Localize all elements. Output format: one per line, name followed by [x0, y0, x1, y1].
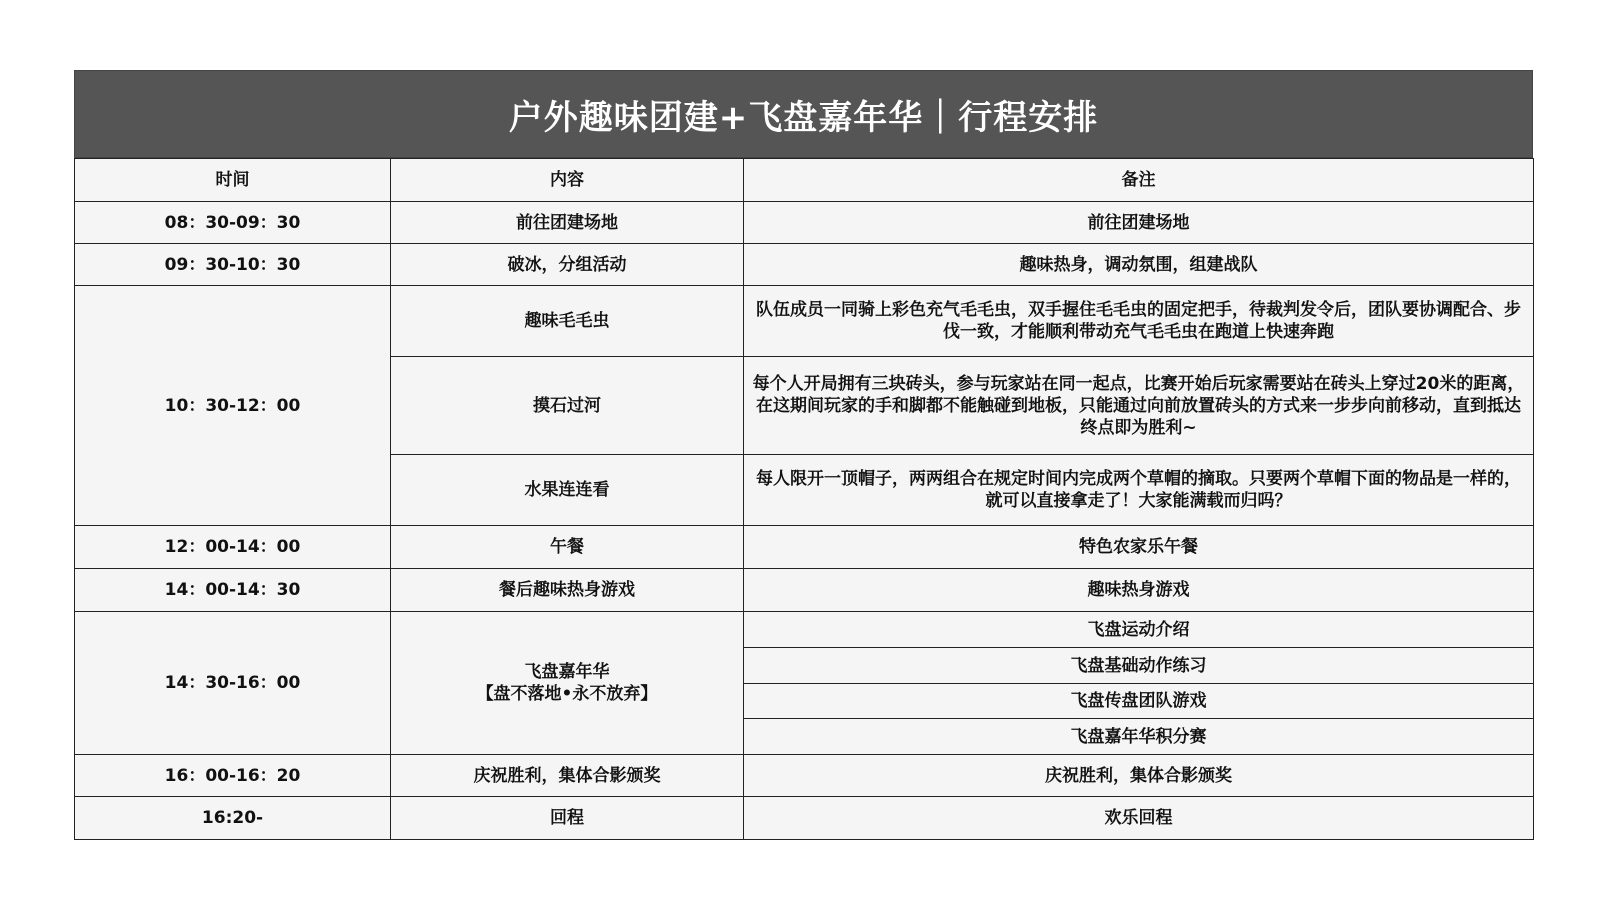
note-cell: 每个人开局拥有三块砖头，参与玩家站在同一起点，比赛开始后玩家需要站在砖头上穿过20米的距离，在这期间玩家的手和脚都不能触碰到地板，只能通过向前放置砖头的方式来一步步向前移动，直到抵达终点即为胜利~	[744, 357, 1534, 455]
schedule-sheet	[74, 70, 1533, 840]
header-row	[75, 159, 1534, 202]
table-row	[75, 797, 1534, 840]
table-row	[75, 286, 1534, 357]
table-row	[75, 244, 1534, 286]
header-notes: 备注	[744, 159, 1534, 202]
title-bar	[74, 70, 1533, 158]
table-row	[75, 755, 1534, 797]
schedule-table	[74, 158, 1534, 840]
note-cell: 前往团建场地	[744, 202, 1534, 244]
time-cell: 14：30-16：00	[75, 612, 391, 755]
note-cell: 飞盘基础动作练习	[744, 648, 1534, 684]
content-cell: 破冰，分组活动	[391, 244, 744, 286]
content-cell: 庆祝胜利，集体合影颁奖	[391, 755, 744, 797]
note-cell: 队伍成员一同骑上彩色充气毛毛虫，双手握住毛毛虫的固定把手，待裁判发令后，团队要协调配合、步伐一致，才能顺利带动充气毛毛虫在跑道上快速奔跑	[744, 286, 1534, 357]
table-row	[75, 202, 1534, 244]
note-cell: 飞盘嘉年华积分赛	[744, 719, 1534, 755]
content-cell: 回程	[391, 797, 744, 840]
note-cell: 庆祝胜利，集体合影颁奖	[744, 755, 1534, 797]
table-row	[75, 569, 1534, 612]
content-cell	[391, 612, 744, 755]
time-cell: 16:20-	[75, 797, 391, 840]
time-cell: 09：30-10：30	[75, 244, 391, 286]
content-cell: 水果连连看	[391, 455, 744, 526]
content-cell: 摸石过河	[391, 357, 744, 455]
header-time: 时间	[75, 159, 391, 202]
page-title: 户外趣味团建+飞盘嘉年华｜行程安排	[508, 97, 1099, 138]
content-cell: 前往团建场地	[391, 202, 744, 244]
note-cell: 趣味热身，调动氛围，组建战队	[744, 244, 1534, 286]
content-main: 飞盘嘉年华	[524, 662, 610, 682]
content-cell: 午餐	[391, 526, 744, 569]
content-cell: 餐后趣味热身游戏	[391, 569, 744, 612]
time-cell: 12：00-14：00	[75, 526, 391, 569]
header-content: 内容	[391, 159, 744, 202]
note-cell: 飞盘运动介绍	[744, 612, 1534, 648]
table-row	[75, 526, 1534, 569]
time-cell: 16：00-16：20	[75, 755, 391, 797]
content-cell: 趣味毛毛虫	[391, 286, 744, 357]
time-cell: 14：00-14：30	[75, 569, 391, 612]
content-subtitle: 【盘不落地•永不放弃】	[476, 684, 658, 704]
note-cell: 飞盘传盘团队游戏	[744, 684, 1534, 719]
note-cell: 趣味热身游戏	[744, 569, 1534, 612]
note-cell: 每人限开一顶帽子，两两组合在规定时间内完成两个草帽的摘取。只要两个草帽下面的物品是一样的，就可以直接拿走了！大家能满载而归吗？	[744, 455, 1534, 526]
note-cell: 欢乐回程	[744, 797, 1534, 840]
time-cell: 10：30-12：00	[75, 286, 391, 526]
time-cell: 08：30-09：30	[75, 202, 391, 244]
table-row	[75, 612, 1534, 648]
note-cell: 特色农家乐午餐	[744, 526, 1534, 569]
